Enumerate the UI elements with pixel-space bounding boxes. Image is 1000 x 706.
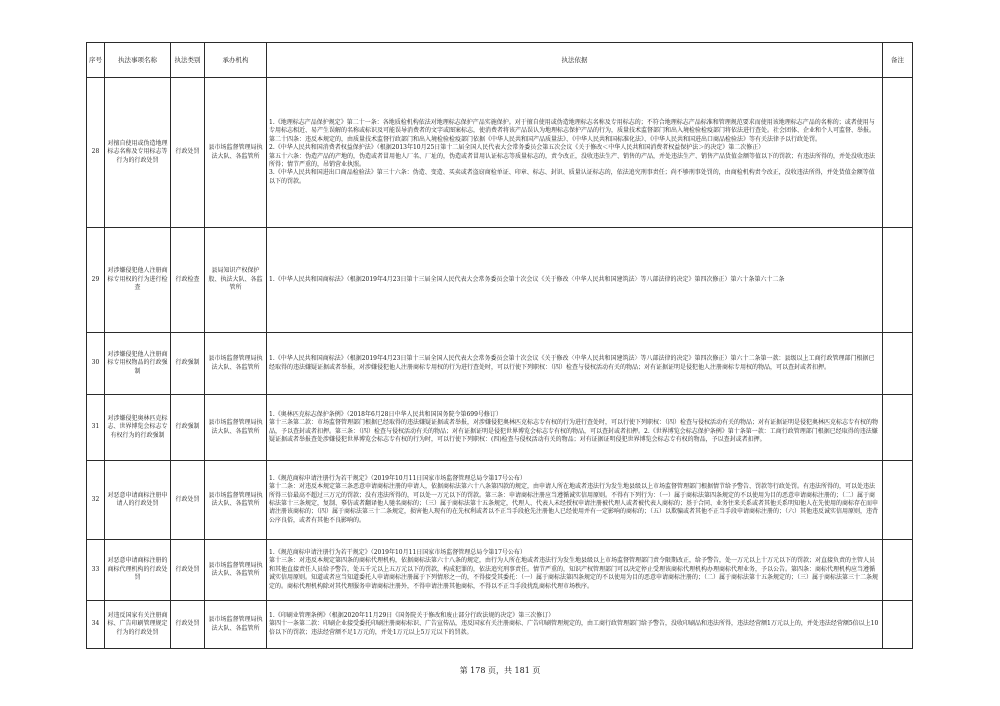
row-agency: 县市场监督管理局执法大队、各监管所	[205, 78, 267, 228]
row-no: 30	[87, 333, 105, 395]
row-agency: 县市场监督管理局执法大队、各监管所	[205, 461, 267, 540]
row-remarks	[883, 78, 913, 228]
row-category: 行政检查	[171, 228, 205, 333]
row-name: 对擅自使用或伪造地理标志名称及专用标志等行为的行政处罚	[105, 78, 171, 228]
basis-paragraph: 第十三条：对违反本规定第四条的商标代理机构，依据商标法第六十八条的规定，由行为人所在地或者违法行为发生地县级以上市场监督管理部门责令限期改正，给予警告，处一万元以上十万元以下的罚款；对直接负责的主管人员和其他直接责任人员给予警告，处五千元以上五万元以下的罚款，构成犯罪的，依法追究刑事责任。情节严重的，知识产权管理部门可以决定停止受理该商标代理机构办理商标代理业务，予以公告。第四条：商标代理机构应当遵循诚实信用原则。知道或者应当知道委托人申请商标注册属于下列情形之一的，不得接受其委托：（一）属于商标法第四条规定的不以使用为目的恶意申请商标注册的；（二）属于商标法第十五条规定的；（三）属于商标法第三十二条规定的。商标代理机构除对其代理服务申请商标注册外，不得申请注册其他商标，不得以不正当手段扰乱商标代理市场秩序。	[269, 557, 879, 590]
basis-paragraph: 1.《规范商标申请注册行为若干规定》（2019年10月11日国家市场监督管理总局令第17号公布）	[269, 548, 526, 556]
row-name: 对涉嫌侵犯他人注册商标专用权物品的行政强制	[105, 333, 171, 395]
row-agency: 县市场监督管理局执法大队、各监管所	[205, 601, 267, 649]
basis-paragraph: 第五十六条：伪造产品的产地的，伪造或者冒用他人厂名、厂址的，伪造或者冒用认证标志等质量标志的，责令改正，没收违法生产、销售的产品，并处违法生产、销售产品货值金额等值以下的罚款；有违法所得的，并处没收违法所得；情节严重的，吊销营业执照。	[269, 152, 876, 168]
header-name: 执法事项名称	[105, 43, 171, 78]
row-no: 31	[87, 395, 105, 461]
basis-paragraph: 第十二条：对违反本规定第三条恶意申请商标注册的申请人，依据商标法第六十八条第四款的规定，由申请人所在地或者违法行为发生地县级以上市场监督管理部门根据情节给予警告、罚款等行政处罚。有违法所得的，可以处违法所得三倍最高不超过三万元的罚款；没有违法所得的，可以处一万元以下的罚款。第三条：申请商标注册应当遵循诚实信用原则。不得有下列行为：（一）属于商标法第四条规定的不以使用为目的恶意申请商标注册的；（二）属于商标法第十三条规定，复制、摹仿或者翻译他人驰名商标的；（三）属于商标法第十五条规定，代理人、代表人未经授权申请注册被代理人或者被代表人商标的；基于合同、业务往来关系或者其他关系明知他人在先使用的商标存在而申请注册该商标的；（四）属于商标法第三十二条规定，损害他人现有的在先权利或者以不正当手段抢先注册他人已经使用并有一定影响的商标的；（五）以欺骗或者其他不正当手段申请商标注册的；（六）其他违反诚实信用原则，违背公序良俗，或者有其他不良影响的。	[269, 483, 879, 524]
row-basis	[267, 228, 883, 333]
table-row	[87, 395, 913, 461]
basis-paragraph: 1.《规范商标申请注册行为若干规定》（2019年10月11日国家市场监督管理总局令第17号公布）	[269, 474, 526, 482]
row-no: 28	[87, 78, 105, 228]
header-category: 执法类别	[171, 43, 205, 78]
basis-paragraph: 1.《中华人民共和国商标法》（根据2019年4月23日第十三届全国人民代表大会常务委员会第十次会议《关于修改〈中华人民共和国建筑法〉等八部法律的决定》第四次修正）第六十条第六十二条	[269, 275, 785, 283]
basis-paragraph: 第四十一条第二款：印刷企业接受委托印刷注册商标标识、广告宣传品，违反国家有关注册商标、广告印刷管理规定的，由工商行政管理部门给予警告，没收印刷品和违法所得，违法经营额1万元以上的，并处违法经营额5倍以上10倍以下的罚款；违法经营额不足1万元的，并处1万元以上5万元以下的罚款。	[269, 620, 879, 636]
row-remarks	[883, 228, 913, 333]
row-remarks	[883, 395, 913, 461]
table-row	[87, 333, 913, 395]
row-remarks	[883, 601, 913, 649]
row-name: 对涉嫌侵犯奥林匹克标志、世界博览会标志专有权行为的行政强制	[105, 395, 171, 461]
basis-paragraph: 1.《中华人民共和国商标法》（根据2019年4月23日第十三届全国人民代表大会常务委员会第十次会议《关于修改〈中华人民共和国建筑法〉等八部法律的决定》第四次修正）第六十二条第一款：县级以上工商行政管理部门根据已经取得的违法嫌疑证据或者举报，对涉嫌侵犯他人注册商标专用权的行为进行查处时，可以行使下列职权：（四）检查与侵权活动有关的物品；对有证据证明是侵犯他人注册商标专用权的物品，可以查封或者扣押。	[269, 355, 875, 371]
row-no: 29	[87, 228, 105, 333]
row-remarks	[883, 333, 913, 395]
row-remarks	[883, 461, 913, 540]
row-category: 行政处罚	[171, 540, 205, 601]
row-category: 行政强制	[171, 333, 205, 395]
row-agency: 县市场监督管理局执法大队、各监管所	[205, 395, 267, 461]
table-row	[87, 601, 913, 649]
row-agency: 县市场监督管理局执法大队、各监管所	[205, 333, 267, 395]
page-number-footer: 第 178 页，共 181 页	[459, 666, 541, 675]
table-row	[87, 540, 913, 601]
header-remarks: 备注	[883, 43, 913, 78]
header-basis: 执法依据	[267, 43, 883, 78]
table-row	[87, 228, 913, 333]
basis-paragraph: 第十三条第二款：市场监督管理部门根据已经取得的违法嫌疑证据或者举报，对涉嫌侵犯奥林匹克标志专有权的行为进行查处时，可以行使下列职权：（四）检查与侵权活动有关的物品；对有证据证明是侵犯奥林匹克标志专有权的物品，予以查封或者扣押。第三条：（四）检查与侵权活动有关的物品；对有证据证明是侵犯世界博览会标志专有权的物品，可以查封或者扣押。2.《世界博览会标志保护条例》第十条第一款：工商行政管理部门根据已经取得的违法嫌疑证据或者举报查处涉嫌侵犯世界博览会标志专有权的行为时，可以行使下列职权：(四)检查与侵权活动有关的物品；对有证据证明侵犯世界博览会标志专有权的物品，予以查封或者扣押。	[269, 419, 879, 443]
row-category: 行政强制	[171, 395, 205, 461]
row-basis	[267, 540, 883, 601]
row-basis	[267, 78, 883, 228]
row-no: 34	[87, 601, 105, 649]
basis-paragraph: 3.《中华人民共和国进出口商品检验法》第三十六条：伪造、变造、买卖或者盗窃商检单证、印章、标志、封识、质量认证标志的，依法追究刑事责任；尚不够刑事处罚的，由商检机构责令改正，没收违法所得，并处货值金额等值以下的罚款。	[269, 169, 875, 185]
row-basis	[267, 601, 883, 649]
row-no: 32	[87, 461, 105, 540]
basis-paragraph: 1.《印刷业管理条例》（根据2020年11月29日《国务院关于修改和废止部分行政法规的决定》第三次修订）	[269, 611, 555, 619]
basis-paragraph: 2.《中华人民共和国消费者权益保护法》（根据2013年10月25日第十二届全国人民代表大会常务委员会第五次会议《关于修改＜中华人民共和国消费者权益保护法＞的决定》第二次修正）	[269, 144, 765, 152]
row-agency: 县局知识产权保护股、执法大队、各监管所	[205, 228, 267, 333]
row-remarks	[883, 540, 913, 601]
header-agency: 承办机构	[205, 43, 267, 78]
basis-paragraph: 1.《地理标志产品保护规定》第二十一条：各地质检机构依法对地理标志保护产品实施保护。对于擅自使用或伪造地理标志名称及专用标志的；不符合地理标志产品标准和管理规范要求而使用该地理标志产品的名称的；或者使用与专用标志相近、易产生误解的名称或标识及可能误导消费者的文字或图案标志，使消费者将该产品误认为地理标志保护产品的行为，质量技术监督部门和出入境检验检疫部门将依法进行查处。社会团体、企业和个人可监督、举报。第二十四条：违反本规定的，由质量技术监督行政部门和出入境检验检疫部门依据《中华人民共和国产品质量法》、《中华人民共和国标准化法》、《中华人民共和国进出口商品检验法》等有关法律予以行政处罚。	[269, 118, 876, 143]
row-basis	[267, 333, 883, 395]
enforcement-table	[86, 42, 913, 649]
row-no: 33	[87, 540, 105, 601]
header-row	[87, 43, 913, 78]
row-agency: 县市场监督管理局执法大队、各监管所	[205, 540, 267, 601]
row-basis	[267, 461, 883, 540]
row-category: 行政处罚	[171, 78, 205, 228]
row-category: 行政处罚	[171, 461, 205, 540]
row-category: 行政处罚	[171, 601, 205, 649]
row-name: 对恶意申请商标注册申请人的行政处罚	[105, 461, 171, 540]
row-name: 对违反国家有关注册商标、广告印刷管理规定行为的行政处罚	[105, 601, 171, 649]
table-row	[87, 461, 913, 540]
row-name: 对恶意申请商标注册的商标代理机构的行政处罚	[105, 540, 171, 601]
basis-paragraph: 1.《奥林匹克标志保护条例》（2018年6月28日中华人民共和国国务院令第699号修订）	[269, 410, 502, 418]
row-name: 对涉嫌侵犯他人注册商标专用权的行为进行检查	[105, 228, 171, 333]
table-row	[87, 78, 913, 228]
row-basis	[267, 395, 883, 461]
header-no: 序号	[87, 43, 105, 78]
